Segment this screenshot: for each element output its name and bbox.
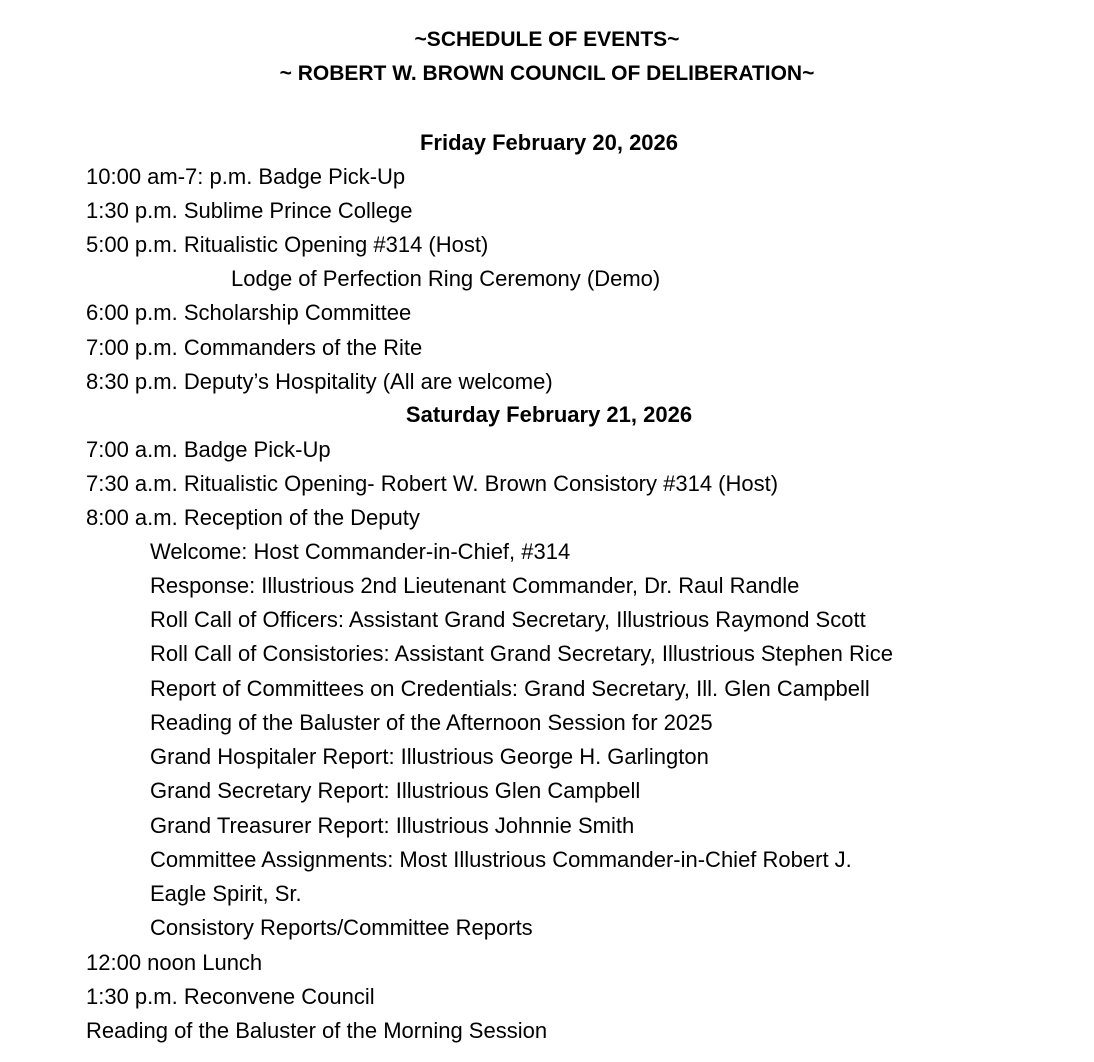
- schedule-item: 5:00 p.m. Ritualistic Opening #314 (Host): [86, 232, 489, 257]
- schedule-item: Reading of the Baluster of the Morning Session: [86, 1018, 548, 1043]
- schedule-subitem: Committee Assignments: Most Illustrious Commander-in-Chief Robert J.: [150, 847, 852, 872]
- schedule-item: 10:00 am-7: p.m. Badge Pick-Up: [86, 164, 406, 189]
- schedule-subitem: Response: Illustrious 2nd Lieutenant Commander, Dr. Raul Randle: [150, 573, 800, 598]
- schedule-item: 7:00 p.m. Commanders of the Rite: [86, 335, 423, 360]
- schedule-item: 8:30 p.m. Deputy’s Hospitality (All are welcome): [86, 369, 553, 394]
- schedule-item: 8:00 a.m. Reception of the Deputy: [86, 505, 420, 530]
- schedule-subitem: Welcome: Host Commander-in-Chief, #314: [150, 539, 571, 564]
- schedule-subitem: Report of Committees on Credentials: Grand Secretary, Ill. Glen Campbell: [150, 676, 870, 701]
- saturday-heading: Saturday February 21, 2026: [405, 402, 693, 427]
- schedule-item: 1:30 p.m. Reconvene Council: [86, 984, 375, 1009]
- schedule-subitem: Roll Call of Officers: Assistant Grand Secretary, Illustrious Raymond Scott: [150, 607, 866, 632]
- friday-heading: Friday February 20, 2026: [419, 130, 679, 155]
- schedule-subitem: Lodge of Perfection Ring Ceremony (Demo): [231, 266, 661, 291]
- schedule-item: 7:30 a.m. Ritualistic Opening- Robert W. Brown Consistory #314 (Host): [86, 471, 779, 496]
- schedule-item: 7:00 a.m. Badge Pick-Up: [86, 437, 331, 462]
- schedule-item: 12:00 noon Lunch: [86, 950, 263, 975]
- schedule-subitem: Roll Call of Consistories: Assistant Grand Secretary, Illustrious Stephen Rice: [150, 641, 894, 666]
- schedule-subitem: Eagle Spirit, Sr.: [150, 881, 302, 906]
- schedule-subitem: Grand Hospitaler Report: Illustrious George H. Garlington: [150, 744, 709, 769]
- schedule-item: 6:00 p.m. Scholarship Committee: [86, 300, 412, 325]
- schedule-item: 1:30 p.m. Sublime Prince College: [86, 198, 413, 223]
- schedule-subitem: Reading of the Baluster of the Afternoon Session for 2025: [150, 710, 713, 735]
- document-subtitle: ~ ROBERT W. BROWN COUNCIL OF DELIBERATION~: [279, 62, 815, 85]
- schedule-subitem: Consistory Reports/Committee Reports: [150, 915, 533, 940]
- schedule-subitem: Grand Secretary Report: Illustrious Glen Campbell: [150, 778, 641, 803]
- document-title: ~SCHEDULE OF EVENTS~: [414, 28, 680, 51]
- schedule-subitem: Grand Treasurer Report: Illustrious Johnnie Smith: [150, 813, 635, 838]
